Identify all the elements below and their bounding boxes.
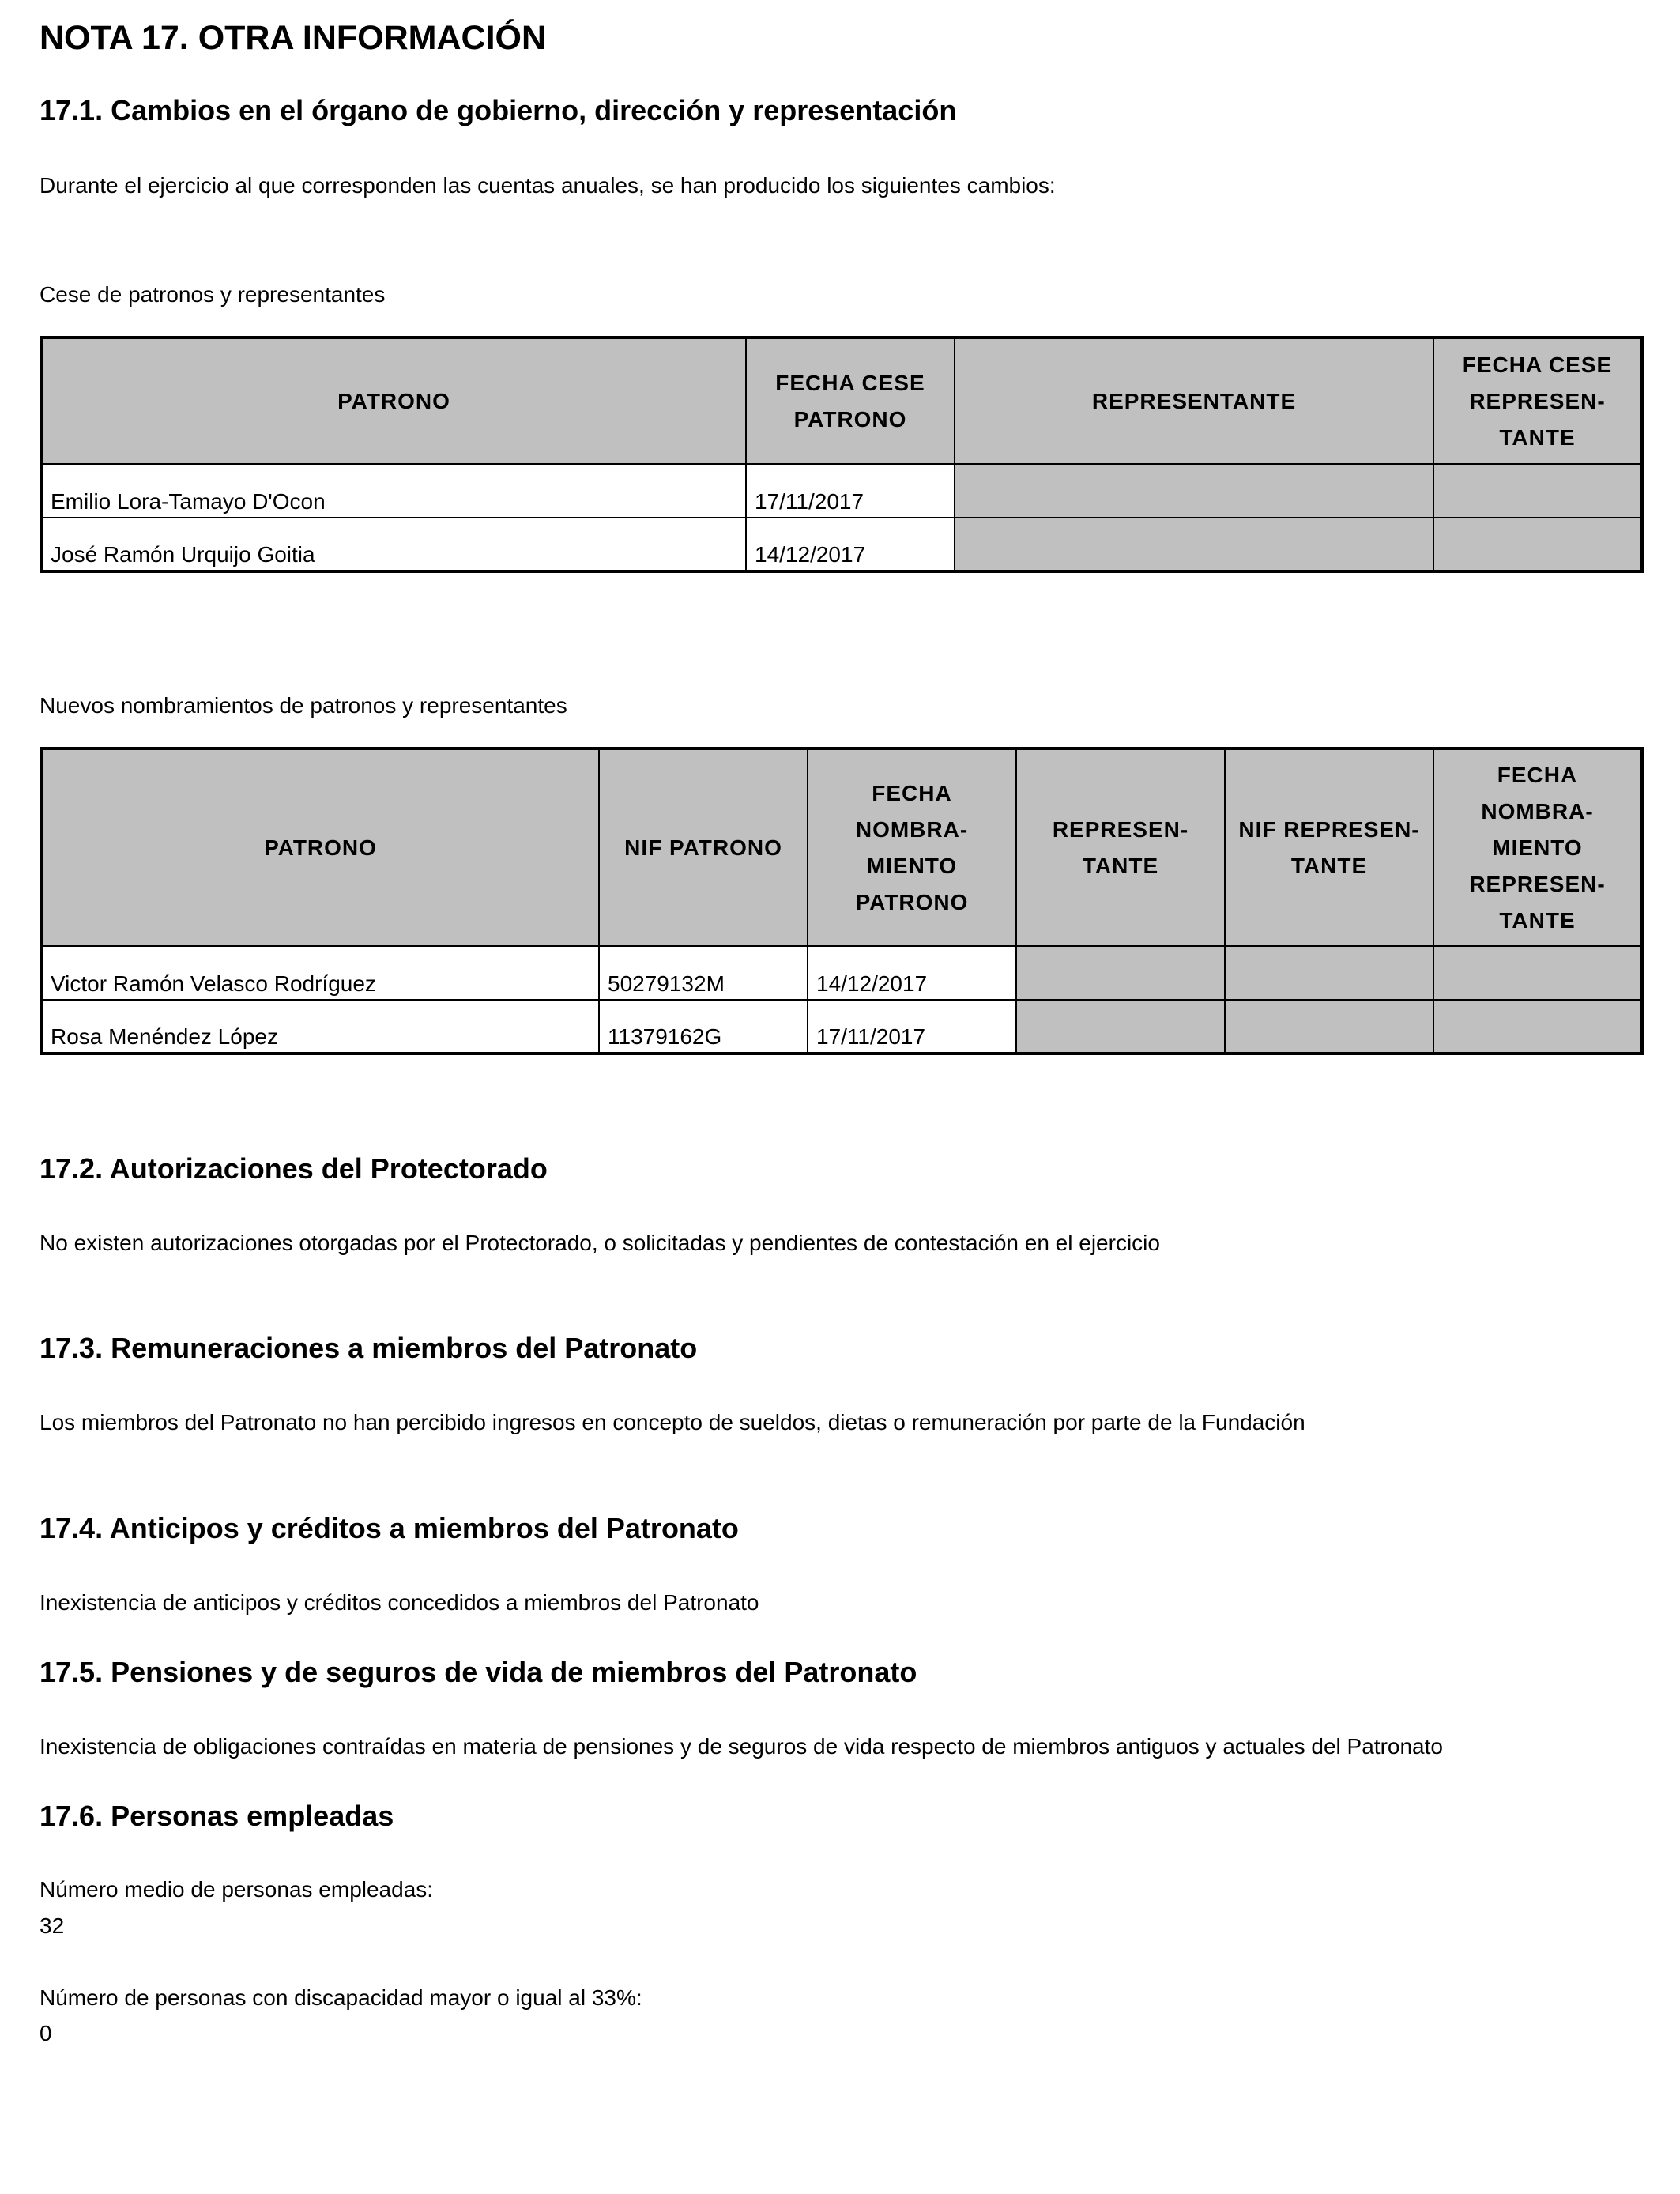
empleados-medio-value: 32 [40,1913,65,1938]
nuevos-cell-fecha-representante [1433,946,1642,1000]
cese-cell-fecha-representante [1433,464,1642,518]
cese-header-fecha-cese-representante-text: FECHA CESE REPRESEN- TANTE [1462,352,1613,450]
section-17-1-heading: 17.1. Cambios en el órgano de gobierno, dirección y representación [40,94,957,126]
nuevos-header-patrono: PATRONO [41,748,599,946]
nuevos-table-header-row [41,748,1642,946]
document-page [40,0,1640,2194]
table-row [41,946,1642,1000]
nuevos-cell-patrono: Rosa Menéndez López [41,1000,599,1054]
cese-header-fecha-cese-patrono-text: FECHA CESE PATRONO [775,370,925,432]
nuevos-cell-nif: 11379162G [599,1000,808,1054]
section-17-2-heading: 17.2. Autorizaciones del Protectorado [40,1152,548,1185]
nuevos-cell-fecha: 17/11/2017 [808,1000,1016,1054]
table-row [41,518,1642,571]
nuevos-table-caption: Nuevos nombramientos de patronos y representantes [40,693,567,718]
cese-cell-representante [955,518,1433,571]
nuevos-header-fecha-patrono-text: FECHA NOMBRA- MIENTO PATRONO [855,780,969,914]
nuevos-header-fecha-representante [1433,748,1642,946]
cese-header-fecha-cese-patrono [746,337,955,464]
nuevos-cell-representante [1016,946,1225,1000]
nuevos-cell-nif-representante [1225,946,1433,1000]
section-17-1-intro: Durante el ejercicio al que corresponden las cuentas anuales, se han producido los siguientes cambios: [40,173,1056,198]
cese-cell-patrono: José Ramón Urquijo Goitia [41,518,746,571]
cese-cell-fecha-representante [1433,518,1642,571]
nuevos-cell-fecha: 14/12/2017 [808,946,1016,1000]
nuevos-header-nif-representante-text: NIF REPRESEN- TANTE [1238,816,1420,878]
section-17-5-text: Inexistencia de obligaciones contraídas en materia de pensiones y de seguros de vida respecto de miembros antiguos y actuales del Patronato [40,1734,1443,1759]
section-17-6-heading: 17.6. Personas empleadas [40,1800,394,1832]
cese-cell-patrono: Emilio Lora-Tamayo D'Ocon [41,464,746,518]
section-17-4-heading: 17.4. Anticipos y créditos a miembros del Patronato [40,1512,739,1544]
nuevos-cell-representante [1016,1000,1225,1054]
discapacidad-value: 0 [40,2021,52,2045]
cese-table-header-row [41,337,1642,464]
section-17-3-heading: 17.3. Remuneraciones a miembros del Patronato [40,1332,698,1364]
cese-header-representante: REPRESENTANTE [955,337,1433,464]
cese-header-patrono: PATRONO [41,337,746,464]
nuevos-cell-patrono: Victor Ramón Velasco Rodríguez [41,946,599,1000]
nuevos-header-representante [1016,748,1225,946]
table-row [41,1000,1642,1054]
nuevos-cell-nif-representante [1225,1000,1433,1054]
nuevos-header-representante-text: REPRESEN- TANTE [1052,816,1189,878]
nuevos-cell-nif: 50279132M [599,946,808,1000]
cese-cell-fecha: 17/11/2017 [746,464,955,518]
cese-cell-fecha: 14/12/2017 [746,518,955,571]
cese-header-fecha-cese-representante [1433,337,1642,464]
nuevos-header-nif-patrono: NIF PATRONO [599,748,808,946]
section-17-4-text: Inexistencia de anticipos y créditos concedidos a miembros del Patronato [40,1590,759,1615]
page-title: NOTA 17. OTRA INFORMACIÓN [40,19,547,57]
section-17-3-text: Los miembros del Patronato no han percibido ingresos en concepto de sueldos, dietas o remuneración por parte de la Fundación [40,1410,1305,1434]
cese-table-caption: Cese de patronos y representantes [40,282,386,307]
nuevos-header-fecha-patrono [808,748,1016,946]
cese-table [40,336,1644,573]
nuevos-header-fecha-representante-text: FECHA NOMBRA- MIENTO REPRESEN- TANTE [1469,762,1606,933]
section-17-5-heading: 17.5. Pensiones y de seguros de vida de miembros del Patronato [40,1656,917,1688]
discapacidad-label: Número de personas con discapacidad mayor o igual al 33%: [40,1985,642,2010]
cese-cell-representante [955,464,1433,518]
nuevos-cell-fecha-representante [1433,1000,1642,1054]
table-row [41,464,1642,518]
empleados-medio-label: Número medio de personas empleadas: [40,1877,434,1902]
nuevos-header-nif-representante [1225,748,1433,946]
nuevos-table [40,747,1644,1055]
section-17-2-text: No existen autorizaciones otorgadas por el Protectorado, o solicitadas y pendientes de contestación en el ejercicio [40,1231,1160,1255]
